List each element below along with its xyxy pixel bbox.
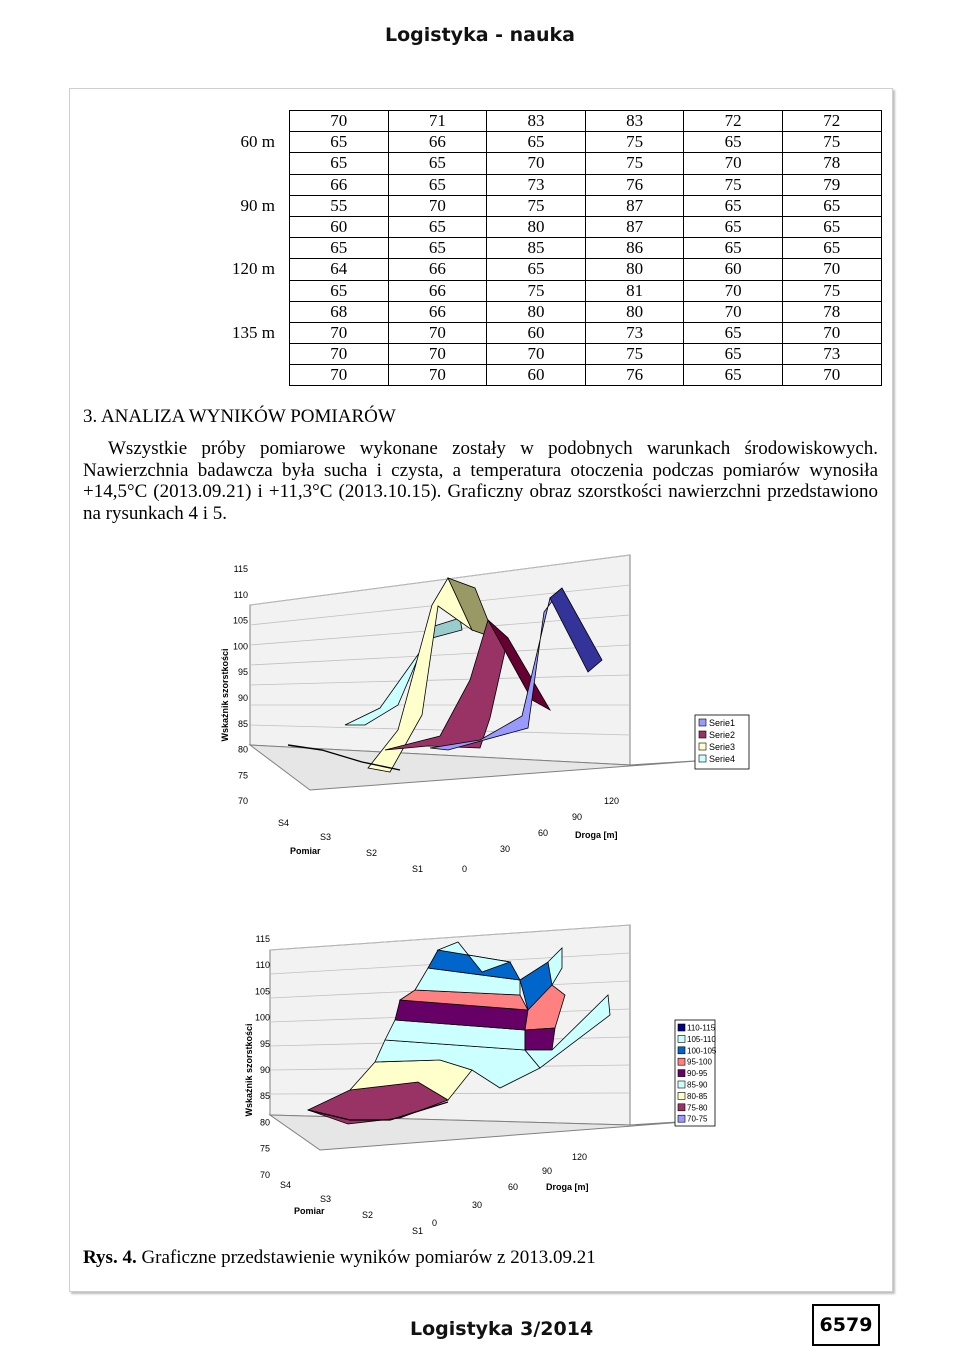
table-cell: 70 bbox=[290, 111, 389, 132]
y-tick-label: 105 bbox=[254, 986, 270, 997]
table-cell: 81 bbox=[585, 280, 684, 301]
zlabel-chart2: Pomiar bbox=[294, 1206, 325, 1216]
legend-label: Serie1 bbox=[709, 718, 736, 728]
table-cell: 83 bbox=[487, 111, 586, 132]
row-label bbox=[75, 111, 290, 132]
table-cell: 75 bbox=[585, 153, 684, 174]
table-cell: 70 bbox=[684, 153, 783, 174]
band-right-3 bbox=[525, 1028, 555, 1050]
table-row bbox=[75, 322, 881, 343]
legend-label: Serie3 bbox=[709, 742, 736, 752]
y-tick-label: 85 bbox=[259, 1091, 270, 1102]
table-row bbox=[75, 153, 881, 174]
legend-swatch bbox=[678, 1024, 685, 1031]
legend-chart1 bbox=[695, 715, 749, 769]
table-cell: 66 bbox=[388, 132, 487, 153]
row-label bbox=[75, 238, 290, 259]
table-cell: 68 bbox=[290, 301, 389, 322]
chart-surface bbox=[190, 920, 750, 1240]
z-tick-label: S3 bbox=[320, 832, 332, 842]
table-cell: 75 bbox=[487, 195, 586, 216]
table-cell: 86 bbox=[585, 238, 684, 259]
legend-label: Serie4 bbox=[709, 754, 736, 764]
row-label bbox=[75, 365, 290, 386]
row-label bbox=[75, 216, 290, 237]
row-label: 60 m bbox=[240, 132, 275, 152]
z-tick-label: S3 bbox=[320, 1194, 332, 1204]
section-title: 3. ANALIZA WYNIKÓW POMIARÓW bbox=[83, 406, 396, 427]
table-cell: 66 bbox=[290, 174, 389, 195]
legend-label: 90-95 bbox=[687, 1069, 708, 1079]
table-row bbox=[75, 216, 881, 237]
table-cell: 75 bbox=[585, 344, 684, 365]
table-cell: 66 bbox=[388, 280, 487, 301]
legend-swatch bbox=[678, 1058, 685, 1065]
table-cell: 65 bbox=[290, 238, 389, 259]
table-row bbox=[75, 365, 881, 386]
table-cell: 65 bbox=[684, 344, 783, 365]
y-tick-label: 80 bbox=[259, 1117, 270, 1128]
y-tick-label: 90 bbox=[259, 1065, 270, 1075]
table-cell: 71 bbox=[388, 111, 487, 132]
y-tick-label: 105 bbox=[232, 615, 248, 626]
x-tick-label: 90 bbox=[542, 1166, 553, 1176]
table-cell: 70 bbox=[388, 322, 487, 343]
table-cell: 65 bbox=[388, 238, 487, 259]
table-cell: 65 bbox=[290, 132, 389, 153]
x-tick-label: 30 bbox=[472, 1200, 483, 1210]
row-label: 135 m bbox=[232, 322, 275, 342]
ylabel-chart2: Wskaźnik szorstkości bbox=[244, 1023, 254, 1117]
table-row bbox=[75, 280, 881, 301]
table-cell: 55 bbox=[290, 195, 389, 216]
y-tick-label: 70 bbox=[259, 1169, 270, 1180]
legend-swatch bbox=[678, 1047, 685, 1054]
table-cell: 65 bbox=[684, 216, 783, 237]
z-tick-label: S1 bbox=[412, 1226, 424, 1236]
table-cell: 80 bbox=[585, 259, 684, 280]
table-cell: 65 bbox=[487, 259, 586, 280]
row-label bbox=[75, 153, 290, 174]
x-tick-label: 0 bbox=[462, 864, 468, 874]
y-tick-label: 85 bbox=[237, 718, 248, 729]
table-row bbox=[75, 344, 881, 365]
row-label: 90 m bbox=[240, 195, 275, 215]
table-cell: 65 bbox=[782, 195, 881, 216]
y-tick-label: 95 bbox=[237, 667, 248, 678]
legend-swatch bbox=[678, 1104, 685, 1111]
y-tick-label: 115 bbox=[255, 934, 270, 944]
table-cell: 70 bbox=[290, 322, 389, 343]
table-cell: 65 bbox=[290, 280, 389, 301]
table-cell: 70 bbox=[290, 344, 389, 365]
legend-label: 100-105 bbox=[687, 1046, 717, 1056]
legend-swatch bbox=[699, 731, 706, 738]
legend-swatch bbox=[678, 1092, 685, 1099]
table-cell: 65 bbox=[684, 365, 783, 386]
z-tick-label: S4 bbox=[278, 818, 290, 828]
legend-label: 95-100 bbox=[687, 1057, 712, 1067]
table-cell: 65 bbox=[684, 195, 783, 216]
table-cell: 79 bbox=[782, 174, 881, 195]
legend-label: 80-85 bbox=[687, 1091, 708, 1101]
table-cell: 65 bbox=[782, 216, 881, 237]
y-tick-label: 80 bbox=[237, 744, 248, 755]
xlabel-chart1: Droga [m] bbox=[575, 830, 618, 840]
table-cell: 80 bbox=[585, 301, 684, 322]
legend-chart2 bbox=[675, 1020, 717, 1126]
journal-footer: Logistyka 3/2014 bbox=[410, 1318, 594, 1340]
zlabel-chart1: Pomiar bbox=[290, 846, 321, 856]
y-tick-label: 70 bbox=[237, 796, 248, 807]
xlabel-chart2: Droga [m] bbox=[546, 1182, 589, 1192]
z-tick-label: S2 bbox=[362, 1210, 374, 1220]
table-cell: 72 bbox=[684, 111, 783, 132]
table-row bbox=[75, 132, 881, 153]
table-cell: 70 bbox=[290, 365, 389, 386]
table-row bbox=[75, 174, 881, 195]
x-tick-label: 120 bbox=[604, 796, 620, 806]
table-cell: 80 bbox=[487, 301, 586, 322]
table-cell: 75 bbox=[585, 132, 684, 153]
legend-label: 105-110 bbox=[687, 1034, 716, 1044]
legend-label: 110-115 bbox=[687, 1023, 716, 1033]
table-cell: 70 bbox=[782, 322, 881, 343]
page-number: 6579 bbox=[812, 1304, 880, 1346]
analysis-paragraph: Wszystkie próby pomiarowe wykonane zostały w podobnych warunkach środowiskowych. Nawierzchnia badawcza była sucha i czysta, a temperatura otoczenia podczas pomiarów wynosiła +14,5°C (2013.09.21) i +11,3°C (2013.10.15). Graficzny obraz szorstkości nawierzchni przedstawiono na rysunkach 4 i 5. bbox=[83, 438, 878, 524]
caption-text: Graficzne przedstawienie wyników pomiarów z 2013.09.21 bbox=[136, 1247, 596, 1268]
y-tick-label: 110 bbox=[233, 589, 248, 600]
table-cell: 76 bbox=[585, 174, 684, 195]
table-cell: 65 bbox=[388, 153, 487, 174]
table-cell: 65 bbox=[388, 216, 487, 237]
table-row bbox=[75, 238, 881, 259]
y-tick-label: 110 bbox=[255, 960, 270, 971]
legend-swatch bbox=[678, 1070, 685, 1077]
table-cell: 65 bbox=[684, 238, 783, 259]
table-cell: 78 bbox=[782, 301, 881, 322]
x-tick-label: 60 bbox=[508, 1182, 519, 1192]
table-cell: 60 bbox=[487, 365, 586, 386]
table-cell: 85 bbox=[487, 238, 586, 259]
legend-swatch bbox=[699, 755, 706, 762]
x-tick-label: 0 bbox=[432, 1218, 438, 1228]
table-cell: 83 bbox=[585, 111, 684, 132]
row-label bbox=[75, 174, 290, 195]
y-tick-label: 75 bbox=[237, 770, 248, 781]
table-cell: 72 bbox=[782, 111, 881, 132]
table-cell: 65 bbox=[684, 132, 783, 153]
x-tick-label: 120 bbox=[572, 1152, 588, 1162]
table-cell: 87 bbox=[585, 216, 684, 237]
legend-swatch bbox=[678, 1115, 685, 1122]
row-label bbox=[75, 280, 290, 301]
caption-label: Rys. 4. bbox=[83, 1247, 137, 1268]
table-cell: 75 bbox=[782, 132, 881, 153]
table-cell: 60 bbox=[487, 322, 586, 343]
chart-ribbon bbox=[190, 550, 750, 890]
table-cell: 65 bbox=[290, 153, 389, 174]
journal-header: Logistyka - nauka bbox=[385, 24, 575, 46]
x-tick-label: 60 bbox=[538, 828, 549, 838]
table-cell: 70 bbox=[782, 259, 881, 280]
legend-label: 70-75 bbox=[687, 1114, 708, 1124]
z-tick-label: S4 bbox=[280, 1180, 292, 1190]
table-cell: 65 bbox=[388, 174, 487, 195]
table-cell: 70 bbox=[388, 195, 487, 216]
legend-label: 85-90 bbox=[687, 1080, 708, 1090]
table-cell: 64 bbox=[290, 259, 389, 280]
table-cell: 75 bbox=[487, 280, 586, 301]
y-tick-label: 75 bbox=[259, 1143, 270, 1154]
z-tick-label: S1 bbox=[412, 864, 424, 874]
table-cell: 78 bbox=[782, 153, 881, 174]
table-cell: 66 bbox=[388, 259, 487, 280]
y-tick-label: 100 bbox=[254, 1012, 270, 1023]
table-cell: 66 bbox=[388, 301, 487, 322]
table-cell: 87 bbox=[585, 195, 684, 216]
table-cell: 76 bbox=[585, 365, 684, 386]
legend-swatch bbox=[678, 1081, 685, 1088]
table-row bbox=[75, 259, 881, 280]
table-cell: 60 bbox=[684, 259, 783, 280]
row-label: 120 m bbox=[232, 259, 275, 279]
legend-label: 75-80 bbox=[687, 1103, 708, 1113]
table-cell: 70 bbox=[684, 280, 783, 301]
x-tick-label: 30 bbox=[500, 844, 511, 854]
row-label bbox=[75, 344, 290, 365]
table-cell: 70 bbox=[487, 344, 586, 365]
table-row bbox=[75, 301, 881, 322]
z-tick-label: S2 bbox=[366, 848, 378, 858]
row-label bbox=[75, 301, 290, 322]
table-row bbox=[75, 195, 881, 216]
y-tick-label: 115 bbox=[233, 564, 248, 574]
y-tick-label: 100 bbox=[232, 641, 248, 652]
table-cell: 70 bbox=[684, 301, 783, 322]
table-cell: 75 bbox=[684, 174, 783, 195]
table-cell: 73 bbox=[782, 344, 881, 365]
table-cell: 65 bbox=[782, 238, 881, 259]
table-cell: 73 bbox=[487, 174, 586, 195]
table-cell: 80 bbox=[487, 216, 586, 237]
legend-swatch bbox=[678, 1035, 685, 1042]
table-cell: 73 bbox=[585, 322, 684, 343]
y-tick-label: 90 bbox=[237, 693, 248, 703]
table-cell: 70 bbox=[782, 365, 881, 386]
legend-label: Serie2 bbox=[709, 730, 736, 740]
table-cell: 60 bbox=[290, 216, 389, 237]
x-tick-label: 90 bbox=[572, 812, 583, 822]
legend-swatch bbox=[699, 743, 706, 750]
measurement-table bbox=[75, 110, 882, 386]
table-cell: 65 bbox=[684, 322, 783, 343]
table-cell: 70 bbox=[388, 365, 487, 386]
ylabel-chart1: Wskaźnik szorstkości bbox=[220, 648, 230, 742]
table-cell: 70 bbox=[487, 153, 586, 174]
legend-swatch bbox=[699, 719, 706, 726]
table-cell: 70 bbox=[388, 344, 487, 365]
table-cell: 75 bbox=[782, 280, 881, 301]
table-cell: 65 bbox=[487, 132, 586, 153]
table-row bbox=[75, 111, 881, 132]
y-tick-label: 95 bbox=[259, 1038, 270, 1049]
figure-caption bbox=[83, 1247, 596, 1269]
